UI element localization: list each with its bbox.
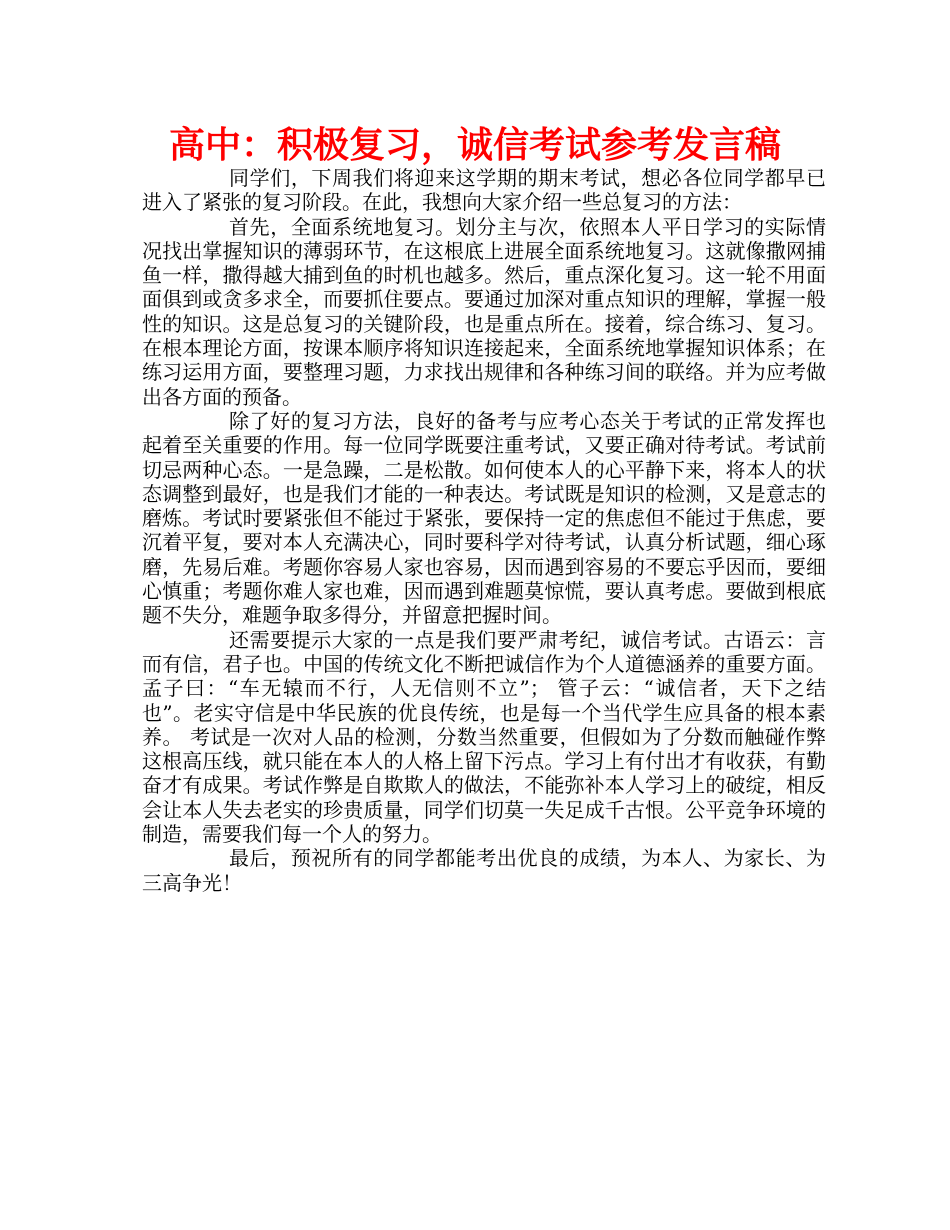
paragraph-closing: 最后，预祝所有的同学都能考出优良的成绩，为本人、为家长、为三高争光！ [142,846,826,895]
paragraph-integrity: 还需要提示大家的一点是我们要严肃考纪，诚信考试。古语云：言而有信，君子也。中国的传统文化不断把诚信作为个人道德涵养的重要方面。孟子曰：“车无辕而不行，人无信则不立”； 管子云：“诚信者，天下之结也”。老实守信是中华民族的优良传统，也是每一个当代学生应具备的根本素养。 考试是一次对人品的检测，分数当然重要，但假如为了分数而触碰作弊这根高压线，就只能在本人的人格上留下污点。学习上有付出才有收获，有勤奋才有成果。考试作弊是自欺欺人的做法，不能弥补本人学习上的破绽，相反会让本人失去老实的珍贵质量，同学们切莫一失足成千古恨。公平竞争环境的制造，需要我们每一个人的努力。 [142,627,826,847]
paragraph-intro: 同学们，下周我们将迎来这学期的期末考试，想必各位同学都早已进入了紧张的复习阶段。在此，我想向大家介绍一些总复习的方法： [142,166,826,215]
paragraph-review-method: 首先，全面系统地复习。划分主与次，依照本人平日学习的实际情况找出掌握知识的薄弱环节，在这根底上进展全面系统地复习。这就像撒网捕鱼一样，撒得越大捕到鱼的时机也越多。然后，重点深化复习。这一轮不用面面俱到或贪多求全，而要抓住要点。要通过加深对重点知识的理解，掌握一般性的知识。这是总复习的关键阶段，也是重点所在。接着，综合练习、复习。在根本理论方面，按课本顺序将知识连接起来，全面系统地掌握知识体系；在练习运用方面，要整理习题，力求找出规律和各种练习间的联络。并为应考做出各方面的预备。 [142,214,826,409]
paragraph-exam-mindset: 除了好的复习方法，良好的备考与应考心态关于考试的正常发挥也起着至关重要的作用。每一位同学既要注重考试，又要正确对待考试。考试前切忌两种心态。一是急躁，二是松散。如何使本人的心平静下来，将本人的状态调整到最好，也是我们才能的一种表达。考试既是知识的检测，又是意志的磨炼。考试时要紧张但不能过于紧张，要保持一定的焦虑但不能过于焦虑，要沉着平复，要对本人充满决心，同时要科学对待考试，认真分析试题，细心琢磨，先易后难。考题你容易人家也容易，因而遇到容易的不要忘乎因而，要细心慎重；考题你难人家也难，因而遇到难题莫惊慌，要认真考虑。要做到根底题不失分，难题争取多得分，并留意把握时间。 [142,408,826,628]
document-body [142,166,826,895]
document-title: 高中：积极复习，诚信考试参考发言稿 [168,125,781,166]
